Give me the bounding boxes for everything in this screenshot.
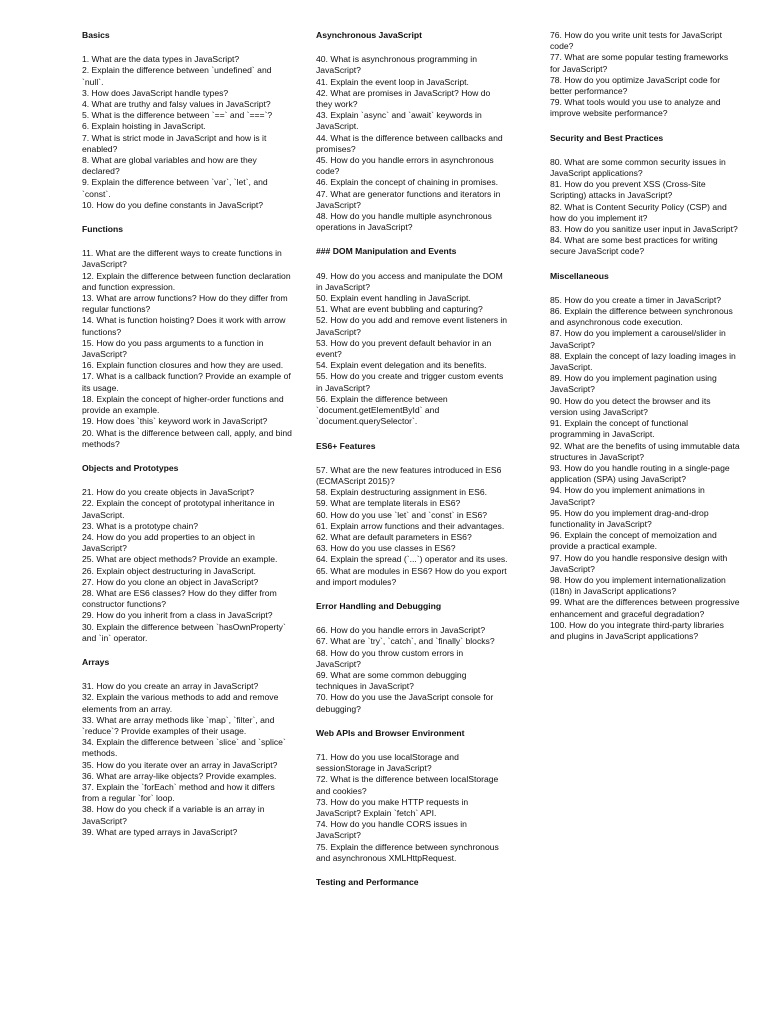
question-item: 98. How do you implement internationalization (i18n) in JavaScript applications? — [550, 574, 726, 597]
section-title: Miscellaneous — [550, 270, 609, 281]
question-item: 51. What are event bubbling and capturing? — [316, 304, 483, 315]
question-item: 40. What is asynchronous programming in JavaScript? — [316, 54, 477, 76]
question-item: 49. How do you access and manipulate the DOM in JavaScript? — [316, 270, 503, 292]
question-item: 29. How do you inherit from a class in JavaScript? — [82, 610, 273, 621]
question-item: 26. Explain object destructuring in JavaScript. — [82, 565, 256, 576]
question-item: 87. How do you implement a carousel/slider in JavaScript? — [550, 328, 726, 350]
section-title: Error Handling and Debugging — [316, 600, 442, 611]
question-item: 61. Explain arrow functions and their advantages. — [316, 520, 505, 531]
question-item: 13. What are arrow functions? How do they differ from regular functions? — [82, 293, 288, 315]
question-item: 12. Explain the difference between function declaration and function expression. — [82, 270, 291, 292]
section-error-handling-and-debugging — [316, 601, 508, 715]
question-item: 60. How do you use `let` and `const` in ES6? — [316, 509, 488, 520]
question-item: 70. How do you use the JavaScript console for debugging? — [316, 692, 494, 714]
question-item: 52. How do you add and remove event listeners in JavaScript? — [316, 315, 508, 337]
question-item: 4. What are truthy and falsy values in JavaScript? — [82, 99, 271, 110]
section-security-and-best-practices — [550, 133, 740, 258]
question-item: 17. What is a callback function? Provide an example of its usage. — [82, 371, 291, 393]
section-title: ### DOM Manipulation and Events — [316, 246, 457, 257]
question-item: 19. How does `this` keyword work in JavaScript? — [82, 416, 268, 427]
section-web-apis-and-browser-environment — [316, 728, 508, 864]
question-item: 43. Explain `async` and `await` keywords in JavaScript. — [316, 110, 482, 132]
section-es6-features — [316, 441, 508, 588]
question-item: 32. Explain the various methods to add and remove elements from an array. — [82, 692, 279, 714]
column-3 — [550, 30, 740, 655]
question-item: 3. How does JavaScript handle types? — [82, 87, 229, 98]
question-item: 76. How do you write unit tests for JavaScript code? — [550, 30, 722, 52]
question-item: 93. How do you handle routing in a single-page application (SPA) using JavaScript? — [550, 462, 730, 485]
section-title: Basics — [82, 30, 110, 40]
question-item: 48. How do you handle multiple asynchronous operations in JavaScript? — [316, 211, 492, 233]
column-1 — [82, 30, 292, 851]
section-title: Arrays — [82, 656, 110, 667]
section-objects-and-prototypes — [82, 463, 292, 644]
question-item: 5. What is the difference between `==` and `===`? — [82, 110, 273, 121]
question-item: 63. How do you use classes in ES6? — [316, 543, 456, 554]
question-item: 69. What are some common debugging techniques in JavaScript? — [316, 669, 467, 692]
question-item: 68. How do you throw custom errors in JavaScript? — [316, 647, 464, 669]
section-untitled — [550, 30, 740, 120]
question-item: 78. How do you optimize JavaScript code for better performance? — [550, 74, 721, 97]
question-item: 50. Explain event handling in JavaScript. — [316, 293, 471, 304]
question-item: 14. What is function hoisting? Does it work with arrow functions? — [82, 315, 286, 337]
question-item: 9. Explain the difference between `var`, `let`, and `const`. — [82, 177, 268, 199]
question-item: 53. How do you prevent default behavior in an event? — [316, 337, 492, 360]
question-item: 58. Explain destructuring assignment in ES6. — [316, 487, 488, 498]
question-item: 18. Explain the concept of higher-order functions and provide an example. — [82, 393, 284, 416]
question-item: 91. Explain the concept of functional programming in JavaScript. — [550, 418, 689, 440]
section-title: Asynchronous JavaScript — [316, 30, 423, 40]
question-item: 36. What are array-like objects? Provide examples. — [82, 770, 277, 781]
section-title: Objects and Prototypes — [82, 462, 179, 473]
question-item: 7. What is strict mode in JavaScript and how is it enabled? — [82, 132, 267, 154]
question-item: 95. How do you implement drag-and-drop functionality in JavaScript? — [550, 507, 709, 529]
section-title: Security and Best Practices — [550, 132, 664, 143]
question-item: 90. How do you detect the browser and its version using JavaScript? — [550, 395, 711, 417]
section-title: Functions — [82, 224, 124, 235]
question-item: 71. How do you use localStorage and sessionStorage in JavaScript? — [316, 751, 459, 774]
question-item: 88. Explain the concept of lazy loading images in JavaScript. — [550, 350, 736, 373]
question-item: 20. What is the difference between call, apply, and bind methods? — [82, 427, 292, 449]
question-item: 86. Explain the difference between synchronous and asynchronous code execution. — [550, 306, 733, 328]
question-item: 84. What are some best practices for writing secure JavaScript code? — [550, 235, 718, 257]
section-miscellaneous — [550, 271, 740, 643]
question-item: 31. How do you create an array in JavaScript? — [82, 681, 259, 692]
section-testing-and-performance — [316, 877, 508, 888]
question-item: 11. What are the different ways to create functions in JavaScript? — [82, 248, 282, 270]
question-item: 62. What are default parameters in ES6? — [316, 531, 472, 542]
question-item: 10. How do you define constants in JavaScript? — [82, 199, 264, 210]
column-2 — [316, 30, 508, 901]
question-item: 75. Explain the difference between synchronous and asynchronous XMLHttpRequest. — [316, 841, 499, 863]
question-item: 59. What are template literals in ES6? — [316, 498, 461, 509]
question-item: 2. Explain the difference between `undefined` and `null`. — [82, 65, 272, 87]
question-item: 82. What is Content Security Policy (CSP) and how do you implement it? — [550, 201, 727, 223]
question-item: 54. Explain event delegation and its benefits. — [316, 360, 487, 371]
question-item: 80. What are some common security issues in JavaScript applications? — [550, 156, 726, 179]
question-item: 47. What are generator functions and iterators in JavaScript? — [316, 188, 501, 210]
question-item: 99. What are the differences between progressive enhancement and graceful degradation? — [550, 597, 740, 619]
question-item: 15. How do you pass arguments to a function in JavaScript? — [82, 337, 264, 360]
question-item: 94. How do you implement animations in JavaScript? — [550, 485, 705, 507]
question-item: 30. Explain the difference between `hasOwnProperty` and `in` operator. — [82, 621, 286, 643]
question-item: 8. What are global variables and how are they declared? — [82, 155, 257, 177]
question-item: 46. Explain the concept of chaining in promises. — [316, 177, 499, 188]
question-item: 57. What are the new features introduced in ES6 (ECMAScript 2015)? — [316, 464, 502, 486]
question-item: 64. Explain the spread (`...`) operator and its uses. — [316, 554, 508, 565]
question-item: 39. What are typed arrays in JavaScript? — [82, 826, 238, 837]
question-item: 25. What are object methods? Provide an example. — [82, 554, 278, 565]
question-item: 66. How do you handle errors in JavaScript? — [316, 625, 486, 636]
question-item: 89. How do you implement pagination using JavaScript? — [550, 373, 717, 395]
question-item: 1. What are the data types in JavaScript? — [82, 54, 240, 65]
section-dom-manipulation-and-events — [316, 246, 508, 427]
question-item: 83. How do you sanitize user input in JavaScript? — [550, 224, 738, 235]
section-arrays — [82, 657, 292, 838]
question-item: 34. Explain the difference between `slice` and `splice` methods. — [82, 737, 286, 759]
section-basics — [82, 30, 292, 211]
section-title: Testing and Performance — [316, 877, 419, 887]
question-item: 38. How do you check if a variable is an array in JavaScript? — [82, 804, 265, 826]
question-item: 23. What is a prototype chain? — [82, 520, 199, 531]
section-asynchronous-javascript — [316, 30, 508, 233]
question-item: 16. Explain function closures and how they are used. — [82, 360, 284, 371]
question-item: 28. What are ES6 classes? How do they differ from constructor functions? — [82, 587, 277, 610]
question-item: 92. What are the benefits of using immutable data structures in JavaScript? — [550, 440, 740, 462]
question-item: 24. How do you add properties to an object in JavaScript? — [82, 531, 255, 554]
question-item: 56. Explain the difference between `document.getElementById` and `document.querySelector`. — [316, 393, 448, 427]
question-item: 74. How do you handle CORS issues in JavaScript? — [316, 819, 467, 841]
question-item: 100. How do you integrate third-party libraries and plugins in JavaScript applications? — [550, 619, 724, 641]
question-item: 45. How do you handle errors in asynchronous code? — [316, 155, 494, 177]
question-item: 81. How do you prevent XSS (Cross-Site Scripting) attacks in JavaScript? — [550, 179, 706, 201]
question-item: 33. What are array methods like `map`, `filter`, and `reduce`? Provide examples of their usage. — [82, 714, 275, 736]
section-title: Web APIs and Browser Environment — [316, 727, 465, 738]
question-item: 73. How do you make HTTP requests in JavaScript? Explain `fetch` API. — [316, 796, 469, 818]
question-item: 55. How do you create and trigger custom events in JavaScript? — [316, 371, 504, 393]
question-item: 77. What are some popular testing frameworks for JavaScript? — [550, 52, 729, 74]
question-item: 44. What is the difference between callbacks and promises? — [316, 132, 503, 154]
question-item: 37. Explain the `forEach` method and how it differs from a regular `for` loop. — [82, 781, 275, 804]
question-item: 6. Explain hoisting in JavaScript. — [82, 121, 206, 132]
question-item: 65. What are modules in ES6? How do you export and import modules? — [316, 565, 507, 587]
section-title: ES6+ Features — [316, 440, 376, 451]
question-item: 27. How do you clone an object in JavaScript? — [82, 576, 259, 587]
question-item: 42. What are promises in JavaScript? How do they work? — [316, 87, 491, 110]
question-item: 97. How do you handle responsive design with JavaScript? — [550, 552, 728, 574]
question-item: 79. What tools would you use to analyze and improve website performance? — [550, 97, 721, 119]
question-item: 85. How do you create a timer in JavaScript? — [550, 294, 722, 305]
question-item: 72. What is the difference between localStorage and cookies? — [316, 774, 499, 796]
question-item: 96. Explain the concept of memoization and provide a practical example. — [550, 530, 717, 552]
question-item: 41. Explain the event loop in JavaScript. — [316, 76, 469, 87]
question-item: 35. How do you iterate over an array in JavaScript? — [82, 759, 278, 770]
question-item: 22. Explain the concept of prototypal inheritance in JavaScript. — [82, 498, 275, 520]
question-item: 67. What are `try`, `catch`, and `finally` blocks? — [316, 636, 495, 647]
section-functions — [82, 224, 292, 450]
question-item: 21. How do you create objects in JavaScript? — [82, 487, 254, 498]
